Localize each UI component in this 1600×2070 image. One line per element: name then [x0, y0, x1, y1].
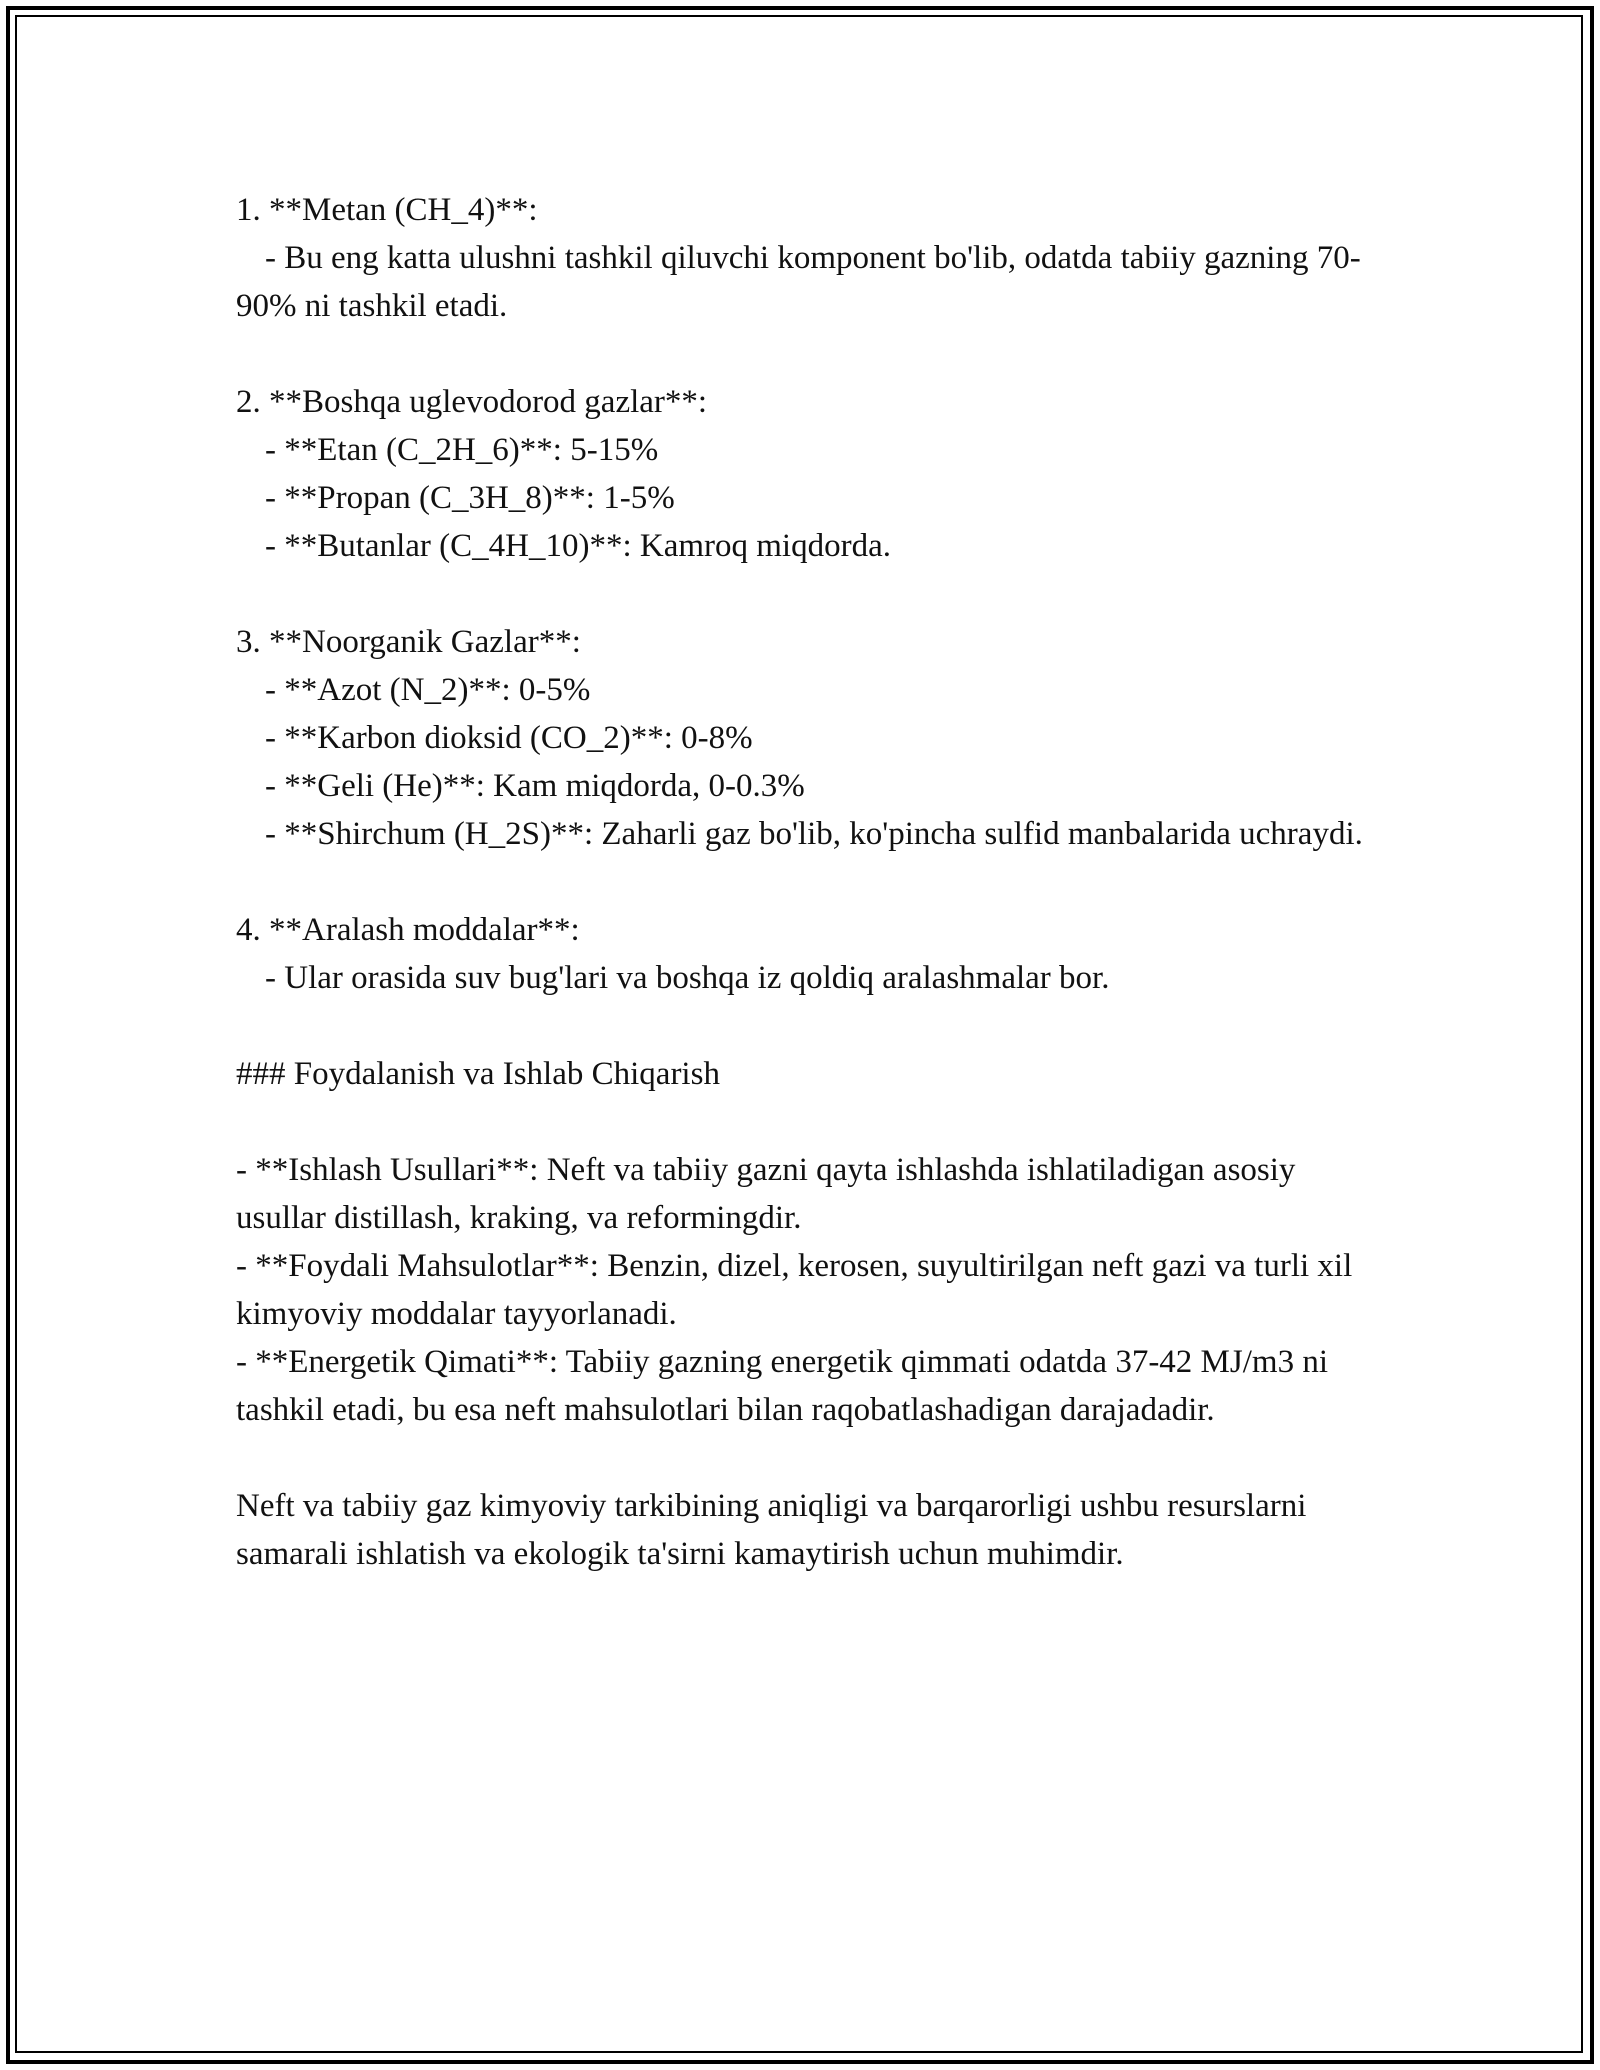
spacer	[236, 1098, 1366, 1146]
document-body	[236, 186, 1366, 1578]
conclusion-paragraph: Neft va tabiiy gaz kimyoviy tarkibining aniqligi va barqarorligi ushbu resurslarni samarali ishlatish va ekologik ta'sirni kamaytirish uchun muhimdir.	[236, 1488, 1315, 1572]
spacer	[236, 1002, 1366, 1050]
bullet-ishlash-usullari: - **Ishlash Usullari**: Neft va tabiiy gazni qayta ishlashda ishlatiladigan asosiy usullar distillash, kraking, va reformingdir.	[236, 1152, 1304, 1236]
section-2-item-1: - **Etan (C_2H_6)**: 5-15%	[265, 432, 659, 468]
section-3-heading: 3. **Noorganik Gazlar**:	[236, 624, 581, 660]
section-3-item-1: - **Azot (N_2)**: 0-5%	[265, 672, 591, 708]
spacer	[236, 1434, 1366, 1482]
section-2-item-3: - **Butanlar (C_4H_10)**: Kamroq miqdorda.	[265, 528, 891, 564]
bullet-foydali-mahsulotlar: - **Foydali Mahsulotlar**: Benzin, dizel, kerosen, suyultirilgan neft gazi va turli xil kimyoviy moddalar tayyorlanadi.	[236, 1248, 1361, 1332]
section-2-heading: 2. **Boshqa uglevodorod gazlar**:	[236, 384, 708, 420]
section-3-item-4: - **Shirchum (H_2S)**: Zaharli gaz bo'lib, ko'pincha sulfid manbalarida uchraydi.	[265, 816, 1363, 852]
section-1-item-1: - Bu eng katta ulushni tashkil qiluvchi komponent bo'lib, odatda tabiiy gazning 70-90% ni tashkil etadi.	[236, 240, 1361, 324]
spacer	[236, 570, 1366, 618]
spacer	[236, 858, 1366, 906]
section-4-item-1: - Ular orasida suv bug'lari va boshqa iz qoldiq aralashmalar bor.	[265, 960, 1110, 996]
section-4-heading: 4. **Aralash moddalar**:	[236, 912, 580, 948]
section-3-item-3: - **Geli (He)**: Kam miqdorda, 0-0.3%	[265, 768, 805, 804]
section-1-heading: 1. **Metan (CH_4)**:	[236, 192, 538, 228]
subheading: ### Foydalanish va Ishlab Chiqarish	[236, 1056, 720, 1092]
section-2-item-2: - **Propan (C_3H_8)**: 1-5%	[265, 480, 675, 516]
section-3-item-2: - **Karbon dioksid (CO_2)**: 0-8%	[265, 720, 753, 756]
spacer	[236, 330, 1366, 378]
bullet-energetik-qimati: - **Energetik Qimati**: Tabiiy gazning energetik qimmati odatda 37-42 MJ/m3 ni tashkil etadi, bu esa neft mahsulotlari bilan raqobatlashadigan darajadadir.	[236, 1344, 1337, 1428]
